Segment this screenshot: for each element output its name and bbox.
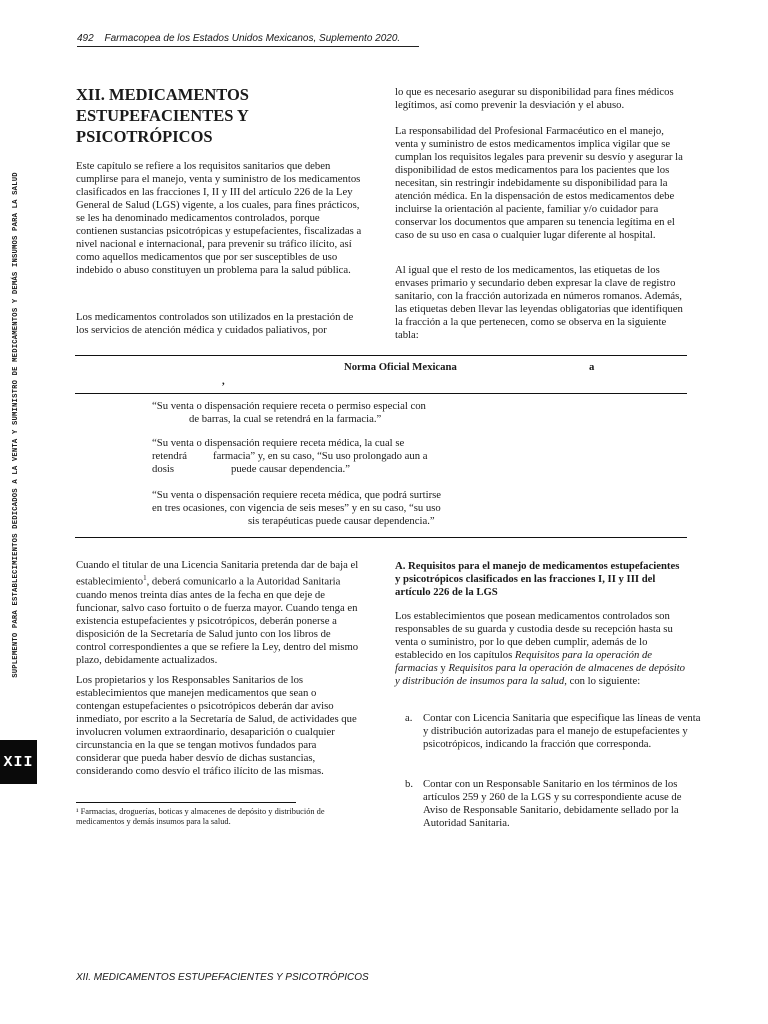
list-item [405,778,705,830]
publication-title: Farmacopea de los Estados Unidos Mexicanos, Suplemento 2020. [104,33,401,44]
footnote-marker: 1 [143,574,147,582]
section-a-intro: Los establecimientos que posean medicamentos controlados son responsables de su guarda y custodia desde su recepción hasta su venta o suministro, por lo que deben cumplir, además de lo establecido en los capítulos Requisitos para la operación de farmacias y Requisitos para la operación de almacenes de depósito y distribución de insumos para la salud, con lo siguiente: [395,610,686,687]
chapter-title: XII. MEDICAMENTOS ESTUPEFACIENTES Y PSICOTRÓPICOS [76,85,249,146]
labeling-paragraph: Al igual que el resto de los medicamentos, las etiquetas de los envases primario y secundario deben expresar la clave de registro sanitario, con la fracción autorizada en números romanos. Además, las etiquetas deben llevar las leyendas obligatorias que identifiquen la fracción a la que pertenecen, como se observa en la siguiente tabla: [395,264,683,341]
footnote-rule [76,802,296,803]
section-a-heading: A. Requisitos para el manejo de medicamentos estupefacientes y psicotrópicos clasificados en las fracciones I, II y III del artículo 226 de la LGS [395,560,680,598]
list-item-text: Contar con Licencia Sanitaria que especifique las líneas de venta y distribución autorizadas para el manejo de estupefacientes y psicotrópicos, indicando la fracción que corresponda. [423,712,701,750]
list-item-text: Contar con un Responsable Sanitario en los términos de los artículos 259 y 260 de la LGS y su correspondiente acuse de Aviso de Responsable Sanitario, debidamente sellado por la Autoridad Sanitaria. [423,778,682,829]
footnote: ¹ Farmacias, droguerías, boticas y almacenes de depósito y distribución de medicamentos y demás insumos para la salud. [76,807,325,826]
list-marker: b. [405,778,414,790]
table-bottom-rule [75,537,687,538]
list-marker: a. [405,712,413,724]
running-header [77,33,419,47]
license-closure-paragraph: Cuando el titular de una Licencia Sanitaria pretenda dar de baja el establecimiento$^1$, deberá comunicarlo a la Autoridad Sanitaria cuando menos treinta días antes de la fecha en que deje de funcionar, salvo caso fortuito o de fuerza mayor. Cuando tenga en existencia estupefacientes y psicotrópicos, deberán ponerse a disposición de la Secretaría de Salud junto con los libros de control correspondientes a que se refiere la Ley, dentro del mismo plazo, debidamente actualizados. [76,559,359,666]
table-header-norma: Norma Oficial Mexicana [344,361,457,373]
page-number: 492 [77,33,94,44]
running-footer: XII. MEDICAMENTOS ESTUPEFACIENTES Y PSICOTRÓPICOS [76,972,369,983]
chapter-tab: XII [0,740,37,784]
pharmacist-responsibility-paragraph: La responsabilidad del Profesional Farmacéutico en el manejo, venta y suministro de estos medicamentos implica vigilar que se cumplan los requisitos legales para prevenir su desvío y asegurar la disponibilidad de estos medicamentos para los pacientes que los necesitan, sin restringir indebidamente su disponibilidad para la atención médica. En la dispensación de estos medicamentos debe incluirse la orientación al paciente, familiar y/o cuidador para conservar los documentos que amparen su tenencia legítima en el caso de su uso en casa o cualquier lugar diferente al hospital. [395,125,683,241]
table-header-comma: , [222,375,225,387]
controlled-use-paragraph: Los medicamentos controlados son utilizados en la prestación de los servicios de atención médica y cuidados paliativos, por [76,311,354,336]
table-top-rule [75,355,687,356]
list-item [405,712,705,751]
owners-notice-paragraph: Los propietarios y los Responsables Sanitarios de los establecimientos que manejen medicamentos que sean o contengan estupefacientes o psicotrópicos deberán dar aviso inmediato, por escrito a la Secretaría de Salud, de actividades que involucren volumen extraordinario, desaparición o cualquier circunstancia en la que se tengan motivos fundados para considerar que pueda haber desvío de dichas sustancias, considerando como desvío el tráfico ilícito de las mismas. [76,674,357,777]
intro-paragraph: Este capítulo se refiere a los requisitos sanitarios que deben cumplirse para el manejo, venta y suministro de los medicamentos clasificados en las fracciones I, II y III del artículo 226 de la Ley General de Salud (LGS) vigente, a los cuales, para fines prácticos, se les ha denominado medicamentos controlados, porque contienen sustancias psicotrópicas y estupefacientes, fiscalizadas a nivel nacional e internacional, para prevenir su tráfico ilícito, así como aquellos medicamentos que por ser susceptibles de uso indebido o abuso constituyen un problema para la salud pública. [76,160,362,276]
table-header-rule [75,393,687,394]
side-running-title: SUPLEMENTO PARA ESTABLECIMIENTOS DEDICADOS A LA VENTA Y SUMINISTRO DE MEDICAMENTOS Y DEMÁS INSUMOS PARA LA SALUD [12,172,20,678]
table-header-a: a [589,361,595,373]
availability-paragraph: lo que es necesario asegurar su disponibilidad para fines médicos legítimos, así como prevenir la desviación y el abuso. [395,86,674,111]
